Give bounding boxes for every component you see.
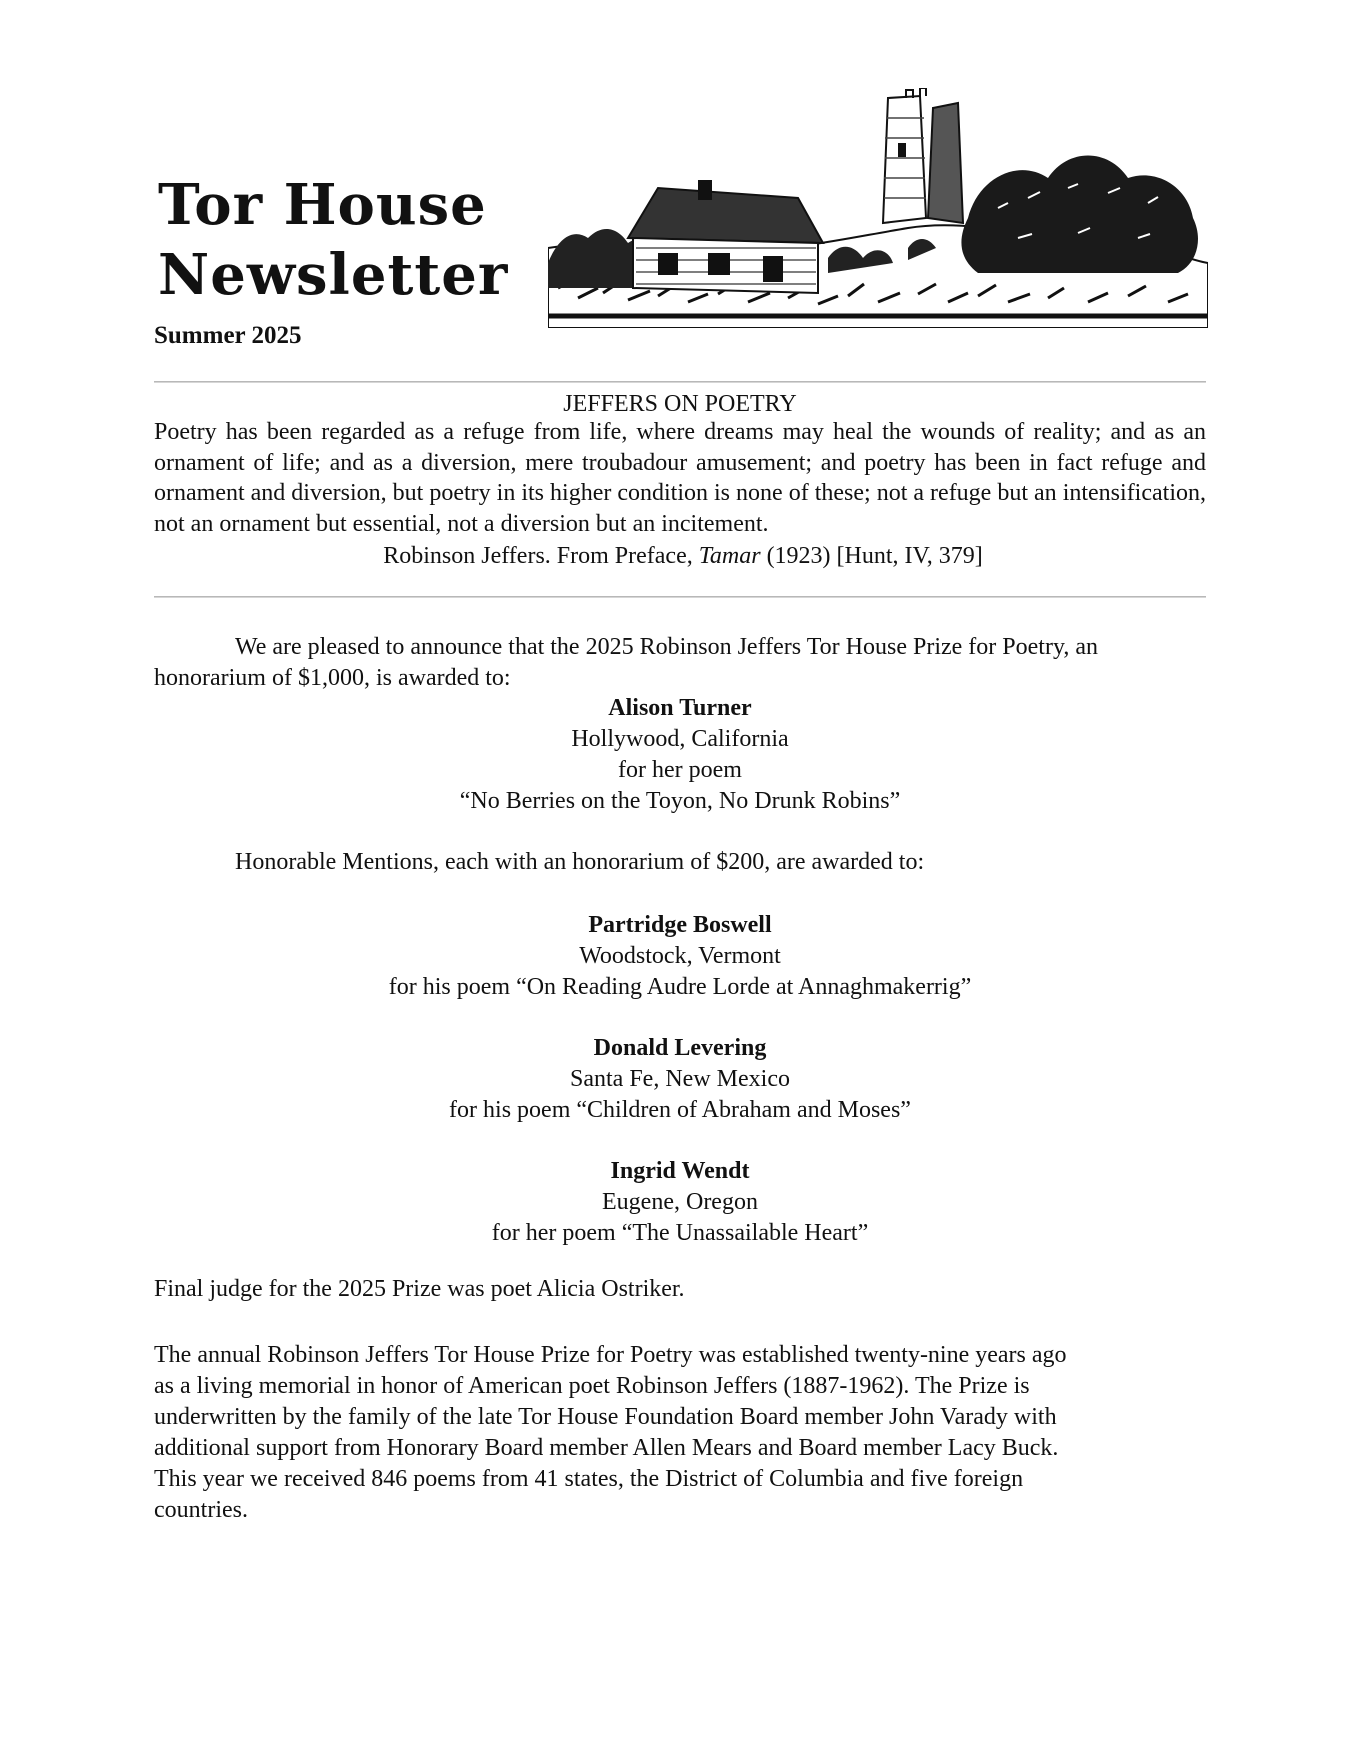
- hm-location: Eugene, Oregon: [602, 1189, 758, 1215]
- final-judge-note: Final judge for the 2025 Prize was poet Alicia Ostriker.: [154, 1276, 685, 1302]
- masthead-illustration: [548, 88, 1208, 328]
- top-divider: [154, 381, 1206, 383]
- about-line: The annual Robinson Jeffers Tor House Prize for Poetry was established twenty-nine years ago: [154, 1342, 1067, 1368]
- quote-text: Poetry has been regarded as a refuge from life, where dreams may heal the wounds of reality; and as an ornament of life; and as a diversion, mere troubadour amusement; and poetry has been in fact refuge and ornament and diversion, but poetry in its higher condition is none of these; not a refuge but an intensification, not an ornament but essential, not a diversion but an incitement.: [154, 419, 1206, 537]
- masthead-title-line2: Newsletter: [158, 242, 509, 308]
- issue-date: Summer 2025: [154, 322, 302, 349]
- winner-location: Hollywood, California: [571, 726, 789, 752]
- winner-for-line: for her poem: [618, 757, 742, 783]
- hm-name: Partridge Boswell: [588, 912, 772, 938]
- quote-citation: [154, 541, 1206, 571]
- winner-name: Alison Turner: [608, 695, 752, 721]
- about-line: additional support from Honorary Board member Allen Mears and Board member Lacy Buck.: [154, 1435, 1059, 1461]
- quote-heading: JEFFERS ON POETRY: [563, 391, 797, 417]
- citation-work-title: Tamar: [698, 543, 761, 569]
- hm-name: Donald Levering: [593, 1035, 767, 1061]
- hm-location: Santa Fe, New Mexico: [570, 1066, 790, 1092]
- prize-about-paragraph: [154, 1340, 1206, 1526]
- quote-body: [154, 417, 1206, 539]
- honorable-mention-1: [154, 910, 1206, 1003]
- about-line: This year we received 846 poems from 41 states, the District of Columbia and five foreign: [154, 1466, 1024, 1492]
- about-line: countries.: [154, 1497, 248, 1523]
- honorable-mention-3: [154, 1156, 1206, 1249]
- announcement-intro: [154, 632, 1206, 693]
- about-line: as a living memorial in honor of American poet Robinson Jeffers (1887-1962). The Prize is: [154, 1373, 1030, 1399]
- winner-block: [154, 693, 1206, 817]
- citation-suffix: (1923) [Hunt, IV, 379]: [760, 543, 983, 569]
- hm-location: Woodstock, Vermont: [579, 943, 781, 969]
- hm-name: Ingrid Wendt: [610, 1158, 750, 1184]
- winner-poem: “No Berries on the Toyon, No Drunk Robins”: [459, 788, 901, 814]
- hm-poem: for his poem “On Reading Audre Lorde at Annaghmakerrig”: [388, 974, 972, 1000]
- bottom-divider: [154, 596, 1206, 598]
- honorable-mention-2: [154, 1033, 1206, 1126]
- masthead-title: [158, 170, 558, 310]
- right-trees: [961, 156, 1198, 274]
- hm-poem: for his poem “Children of Abraham and Moses”: [449, 1097, 911, 1123]
- about-line: underwritten by the family of the late Tor House Foundation Board member John Varady with: [154, 1404, 1057, 1430]
- masthead-title-line1: Tor House: [158, 172, 487, 238]
- tower: [883, 88, 963, 223]
- hm-poem: for her poem “The Unassailable Heart”: [491, 1220, 869, 1246]
- citation-prefix: Robinson Jeffers. From Preface,: [383, 543, 699, 569]
- announcement-intro-text: We are pleased to announce that the 2025 Robinson Jeffers Tor House Prize for Poetry, an honorarium of $1,000, is awarded to:: [154, 634, 1099, 691]
- cottage: [628, 180, 823, 293]
- honorable-mentions-intro: Honorable Mentions, each with an honorarium of $200, are awarded to:: [235, 849, 925, 875]
